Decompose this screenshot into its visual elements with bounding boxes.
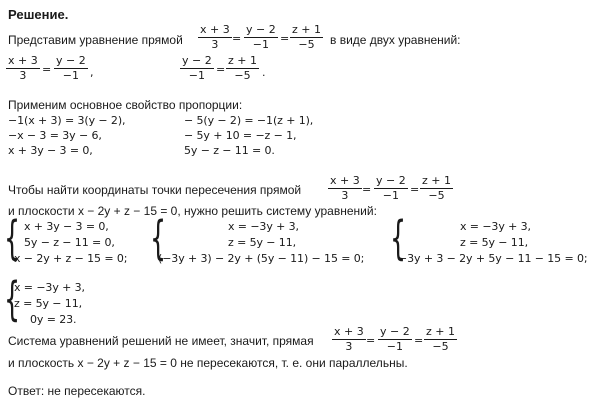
answer-line: Ответ: не пересекаются. bbox=[8, 384, 146, 398]
system-line: x + 3y − 3 = 0, bbox=[24, 220, 109, 233]
numerator: z + 1 bbox=[426, 325, 455, 338]
denominator: 3 bbox=[341, 189, 349, 202]
fraction-y bbox=[374, 175, 408, 202]
left-brace: { bbox=[390, 211, 407, 265]
equals-sign: = bbox=[414, 334, 424, 347]
system-line: x − 2y + z − 15 = 0; bbox=[14, 252, 128, 265]
intro-text: Чтобы найти координаты точки пересечения прямой bbox=[8, 183, 302, 197]
fraction-z bbox=[424, 326, 457, 353]
system-line: x = −3y + 3, bbox=[460, 220, 531, 233]
system-line: (−3y + 3) − 2y + (5y − 11) − 15 = 0; bbox=[158, 252, 365, 265]
system-line: z = 5y − 11, bbox=[460, 236, 528, 249]
proportion-right-3: 5y − z − 11 = 0. bbox=[184, 144, 275, 157]
numerator: y − 2 bbox=[376, 174, 406, 187]
denominator: −5 bbox=[428, 189, 445, 202]
equals-sign: = bbox=[42, 63, 52, 76]
left-brace: { bbox=[150, 211, 167, 265]
numerator: y − 2 bbox=[246, 23, 276, 36]
period: . bbox=[262, 66, 266, 79]
fraction-x bbox=[328, 175, 362, 202]
proportion-right-2: − 5y + 10 = −z − 1, bbox=[184, 129, 297, 142]
numerator: y − 2 bbox=[56, 54, 86, 67]
left-brace: { bbox=[4, 211, 21, 265]
proportion-left-3: x + 3y − 3 = 0, bbox=[8, 144, 93, 157]
intro-text: Представим уравнение прямой bbox=[8, 33, 183, 47]
denominator: −1 bbox=[252, 38, 269, 51]
numerator: x + 3 bbox=[330, 174, 360, 187]
system-line: z = 5y − 11, bbox=[228, 236, 296, 249]
proportion-right-1: − 5(y − 2) = −1(z + 1), bbox=[184, 114, 314, 127]
denominator: −5 bbox=[432, 340, 449, 353]
property-title: Применим основное свойство пропорции: bbox=[8, 98, 243, 112]
denominator: −1 bbox=[382, 189, 399, 202]
system-line: 0y = 23. bbox=[30, 313, 77, 326]
left-brace: { bbox=[4, 272, 21, 326]
numerator: x + 3 bbox=[8, 54, 38, 67]
numerator: x + 3 bbox=[200, 23, 230, 36]
intro-text: Система уравнений решений не имеет, значит, прямая bbox=[8, 334, 314, 348]
denominator: −1 bbox=[62, 69, 79, 82]
fraction-z bbox=[290, 24, 323, 51]
numerator: x + 3 bbox=[334, 325, 364, 338]
fraction-z bbox=[226, 55, 259, 82]
proportion-left-1: −1(x + 3) = 3(y − 2), bbox=[8, 114, 126, 127]
plane-line: и плоскости x − 2y + z − 15 = 0, нужно решить систему уравнений: bbox=[8, 204, 377, 218]
fraction-y bbox=[180, 55, 214, 82]
equals-sign: = bbox=[410, 183, 420, 196]
numerator: y − 2 bbox=[380, 325, 410, 338]
proportion-left-2: −x − 3 = 3y − 6, bbox=[8, 129, 102, 142]
solution-heading: Решение. bbox=[8, 7, 69, 22]
denominator: 3 bbox=[19, 69, 27, 82]
system-line: −3y + 3 − 2y + 5y − 11 − 15 = 0; bbox=[398, 252, 588, 265]
fraction-z bbox=[420, 175, 453, 202]
comma: , bbox=[90, 66, 94, 79]
fraction-y bbox=[54, 55, 88, 82]
equals-sign: = bbox=[362, 183, 372, 196]
system-line: x = −3y + 3, bbox=[14, 281, 85, 294]
fraction-x bbox=[6, 55, 40, 82]
denominator: −5 bbox=[234, 69, 251, 82]
equals-sign: = bbox=[232, 32, 242, 45]
numerator: z + 1 bbox=[422, 174, 451, 187]
denominator: 3 bbox=[211, 38, 219, 51]
system-line: 5y − z − 11 = 0, bbox=[24, 236, 115, 249]
equals-sign: = bbox=[280, 32, 290, 45]
fraction-y bbox=[378, 326, 412, 353]
numerator: y − 2 bbox=[182, 54, 212, 67]
numerator: z + 1 bbox=[228, 54, 257, 67]
fraction-y bbox=[244, 24, 278, 51]
tail-text: в виде двух уравнений: bbox=[330, 33, 461, 47]
fraction-x bbox=[332, 326, 366, 353]
numerator: z + 1 bbox=[292, 23, 321, 36]
denominator: −5 bbox=[298, 38, 315, 51]
denominator: −1 bbox=[188, 69, 205, 82]
system-line: x = −3y + 3, bbox=[228, 220, 299, 233]
equals-sign: = bbox=[216, 63, 226, 76]
denominator: 3 bbox=[345, 340, 353, 353]
denominator: −1 bbox=[386, 340, 403, 353]
fraction-x bbox=[198, 24, 232, 51]
system-line: z = 5y − 11, bbox=[14, 297, 82, 310]
equals-sign: = bbox=[366, 334, 376, 347]
conclusion-line: и плоскость x − 2y + z − 15 = 0 не пересекаются, т. е. они параллельны. bbox=[8, 356, 408, 370]
